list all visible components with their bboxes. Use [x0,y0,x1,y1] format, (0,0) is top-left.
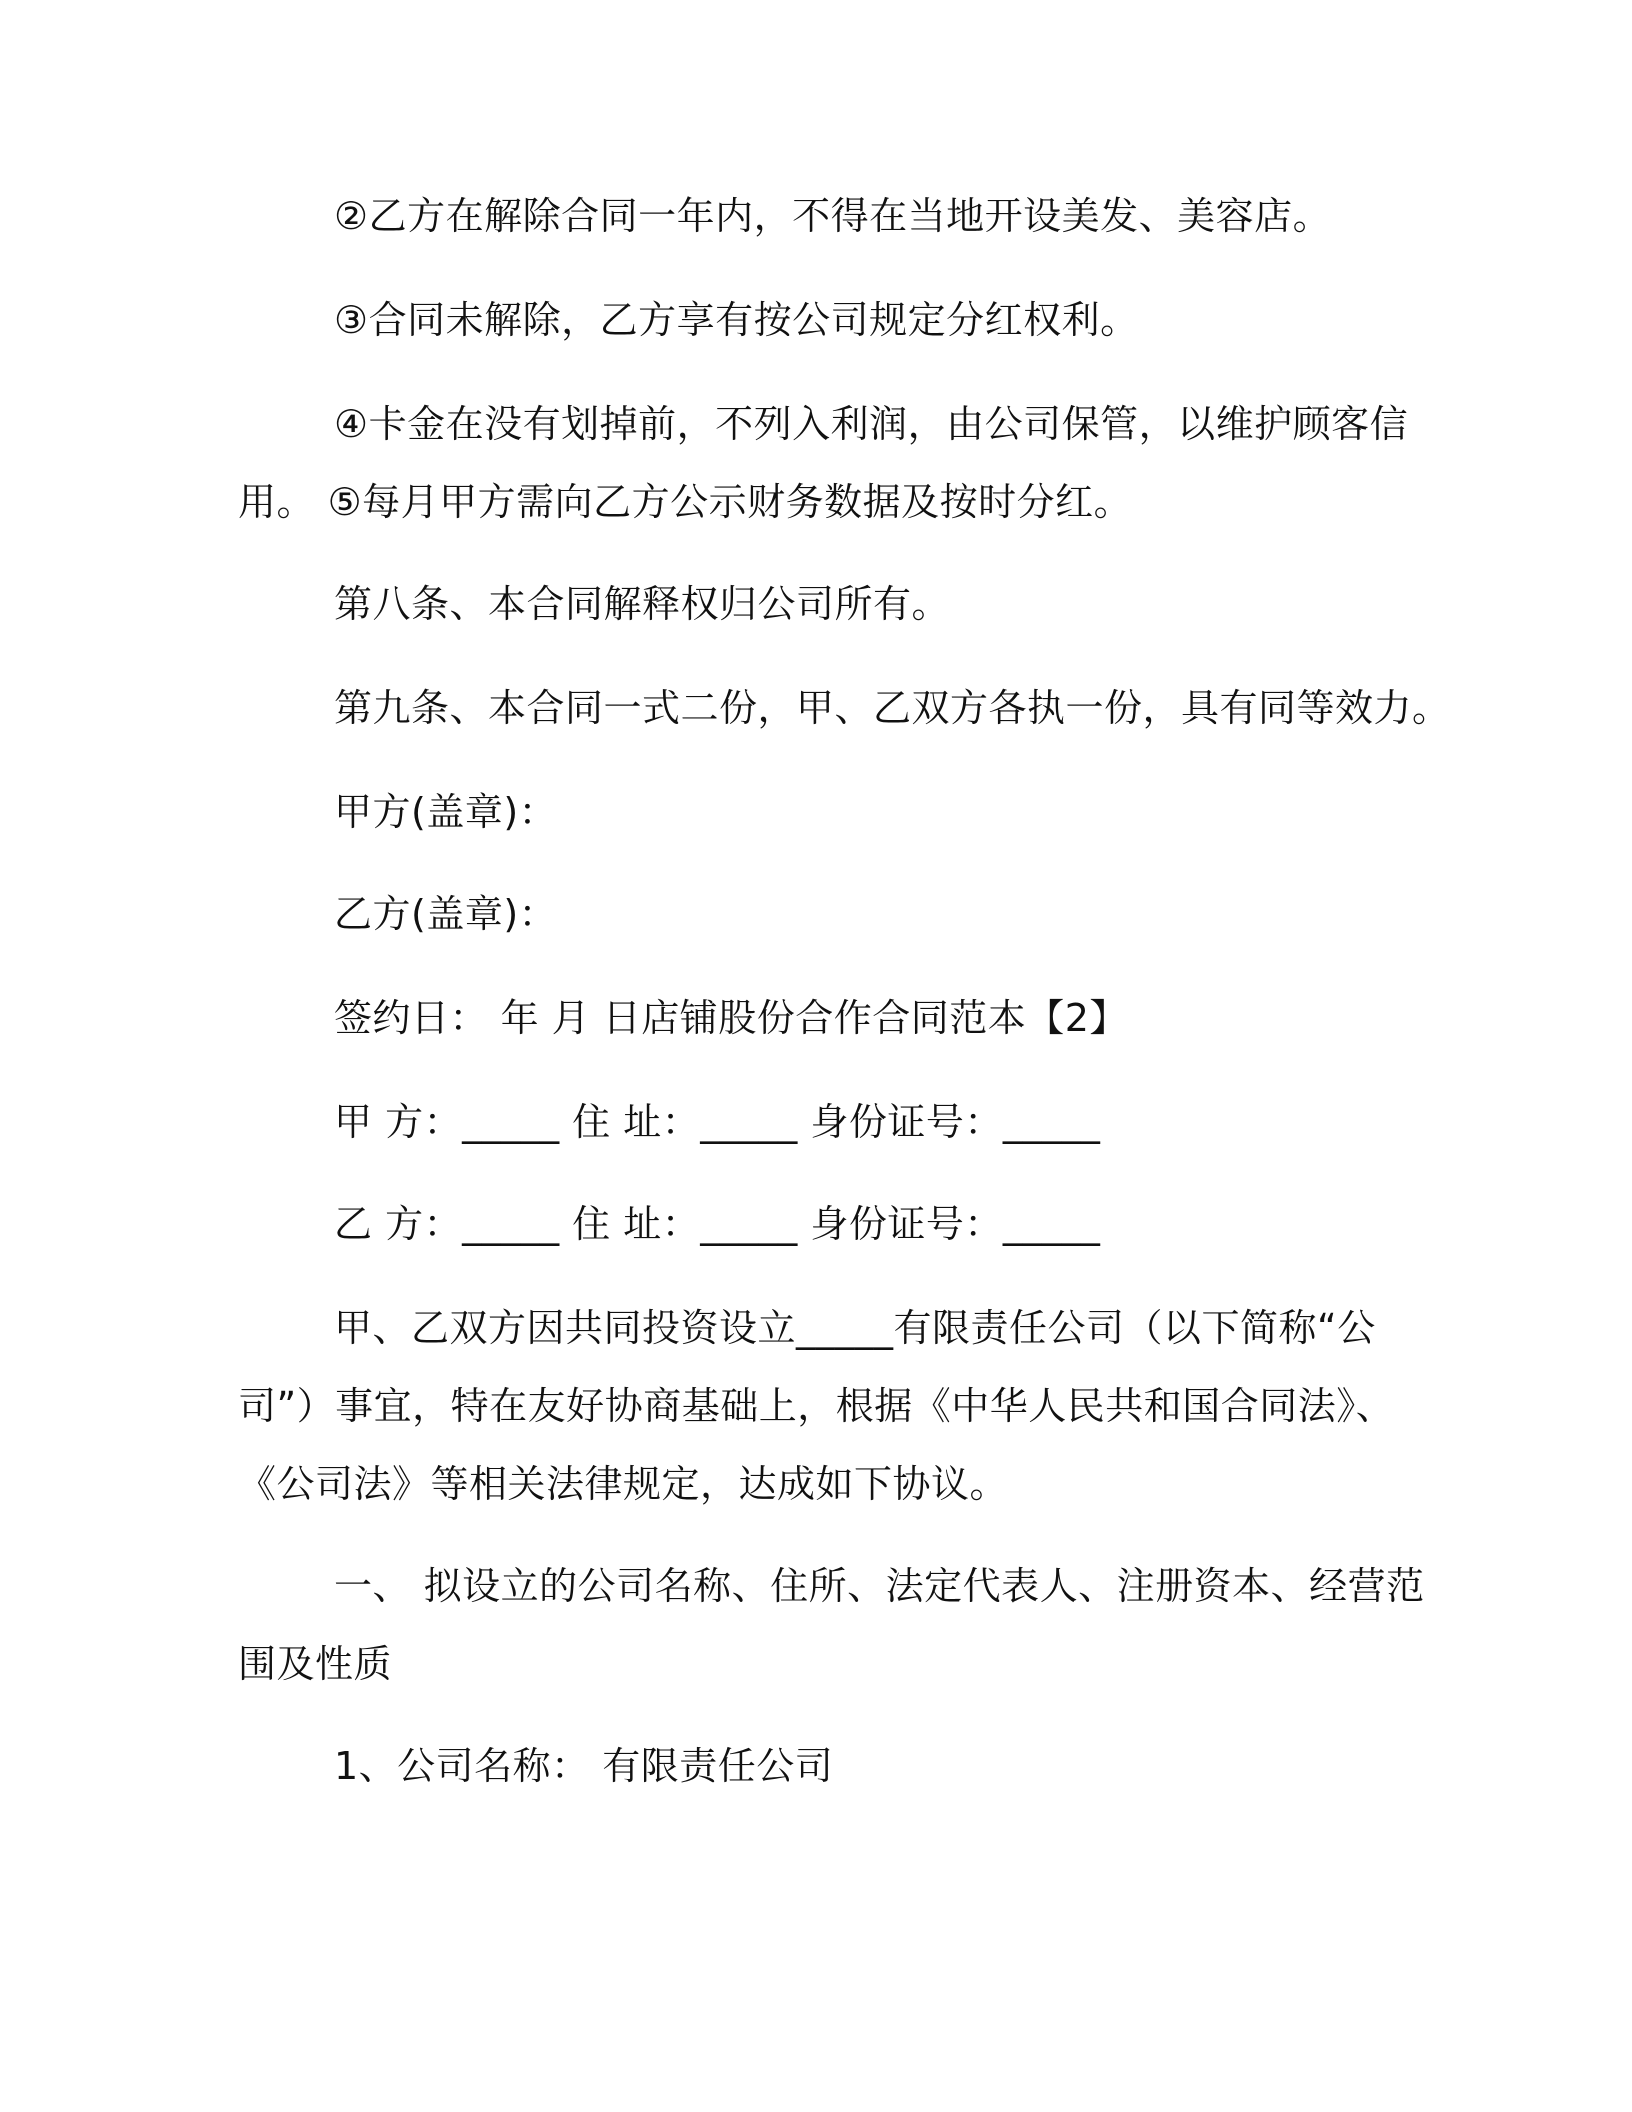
clause-item-2: ②乙方在解除合同一年内，不得在当地开设美发、美容店。 [334,194,1332,238]
preamble-line-3: 《公司法》等相关法律规定，达成如下协议。 [238,1462,1009,1506]
company-name-item: 1、公司名称： 有限责任公司 [334,1744,834,1788]
party-a-info: 甲 方：_____ 住 址：_____ 身份证号：_____ [334,1100,1101,1144]
preamble-line-2: 司”）事宜，特在友好协商基础上，根据《中华人民共和国合同法》、 [238,1384,1395,1428]
clause-item-3: ③合同未解除，乙方享有按公司规定分红权利。 [334,298,1139,342]
signing-date-and-title: 签约日： 年 月 日店铺股份合作合同范本【2】 [334,996,1128,1040]
article-8: 第八条、本合同解释权归公司所有。 [334,582,951,626]
clause-item-4-line-1: ④卡金在没有划掉前，不列入利润，由公司保管，以维护顾客信 [334,402,1409,446]
preamble-line-1: 甲、乙双方因共同投资设立_____有限责任公司（以下简称“公 [334,1306,1376,1350]
party-b-info: 乙 方：_____ 住 址：_____ 身份证号：_____ [334,1202,1101,1246]
section-1-heading-line-1: 一、 拟设立的公司名称、住所、法定代表人、注册资本、经营范 [334,1564,1425,1608]
party-a-seal: 甲方(盖章)： [334,790,558,834]
article-9: 第九条、本合同一式二份，甲、乙双方各执一份，具有同等效力。 [334,686,1451,730]
section-1-heading-line-2: 围及性质 [238,1642,393,1686]
clause-item-4-line-2: 用。 ⑤每月甲方需向乙方公示财务数据及按时分红。 [238,480,1133,524]
party-b-seal: 乙方(盖章)： [334,892,558,936]
